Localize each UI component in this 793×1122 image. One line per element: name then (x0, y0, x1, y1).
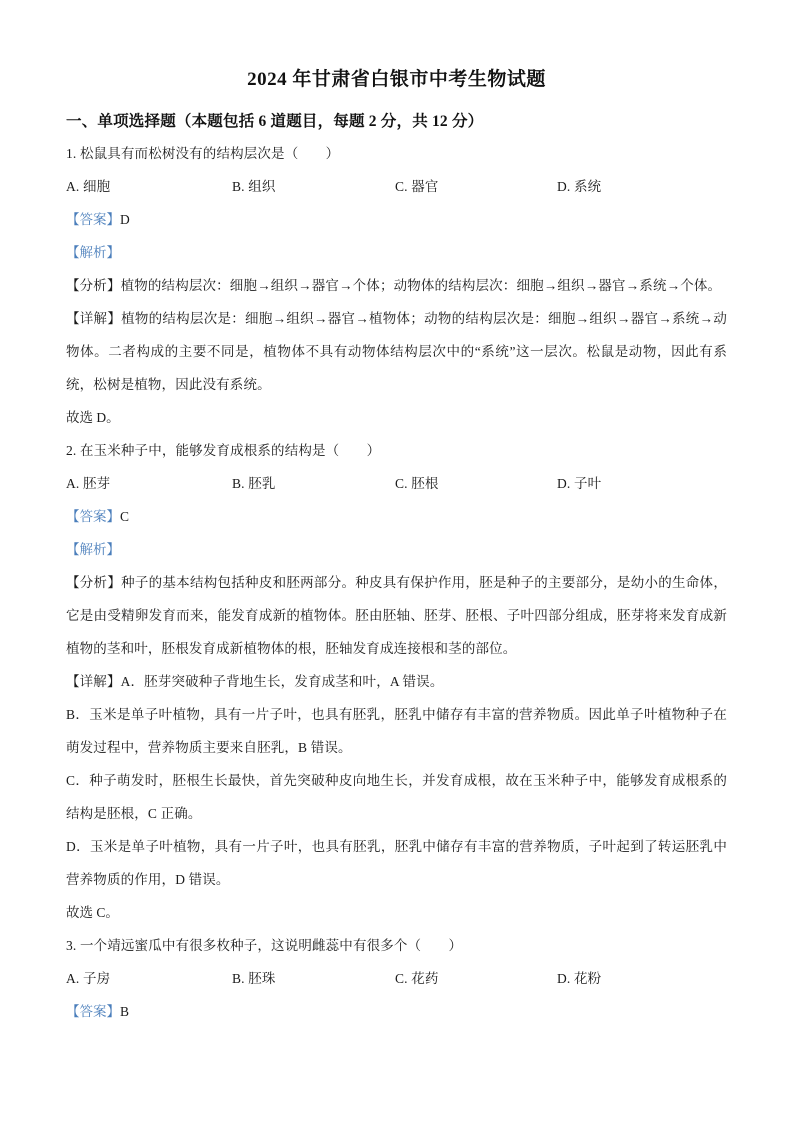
analysis-header (66, 533, 727, 566)
detail-paragraph (66, 302, 727, 401)
option-a[interactable]: A. 细胞 (66, 179, 111, 194)
detail-label: 【详解】 (66, 311, 122, 326)
answer-label: 【答案】 (66, 1004, 120, 1019)
question-stem: 1. 松鼠具有而松树没有的结构层次是（ ） (66, 146, 340, 161)
section-heading: 一、单项选择题（本题包括 6 道题目，每题 2 分，共 12 分） (66, 113, 484, 130)
option-c[interactable]: C. 胚根 (395, 476, 439, 491)
question-options (66, 467, 727, 500)
detail-option-paragraph: D．玉米是单子叶植物，具有一片子叶，也具有胚乳，胚乳中储存有丰富的营养物质，子叶起到了转运胚乳中营养物质的作用，D 错误。 (66, 839, 727, 887)
option-c[interactable]: C. 花药 (395, 971, 439, 986)
detail-paragraph (66, 665, 727, 698)
analysis-header-label: 【解析】 (66, 542, 120, 557)
option-d[interactable]: D. 系统 (557, 179, 602, 194)
option-d[interactable]: D. 花粉 (557, 971, 602, 986)
detail-text: A．胚芽突破种子背地生长，发育成茎和叶，A 错误。 (120, 674, 444, 689)
answer-line (66, 500, 727, 533)
question-block-2 (66, 434, 727, 929)
question-stem: 3. 一个靖远蜜瓜中有很多枚种子，这说明雌蕊中有很多个（ ） (66, 938, 463, 953)
answer-value: D (120, 212, 130, 227)
analysis-header-label: 【解析】 (66, 245, 120, 260)
option-d[interactable]: D. 子叶 (557, 476, 602, 491)
question-options (66, 962, 727, 995)
analysis-text: 种子的基本结构包括种皮和胚两部分。种皮具有保护作用，胚是种子的主要部分，是幼小的生命体，它是由受精卵发育而来，能发育成新的植物体。胚由胚轴、胚芽、胚根、子叶四部分组成，胚芽将来发育成新植物的茎和叶，胚根发育成新植物体的根，胚轴发育成连接根和茎的部位。 (66, 575, 727, 656)
analysis-paragraph (66, 269, 727, 302)
conclusion-line: 故选 C。 (66, 905, 119, 920)
question-block-1 (66, 137, 727, 434)
conclusion-line: 故选 D。 (66, 410, 120, 425)
option-b[interactable]: B. 胚珠 (232, 971, 276, 986)
question-stem: 2. 在玉米种子中，能够发育成根系的结构是（ ） (66, 443, 381, 458)
option-a[interactable]: A. 胚芽 (66, 476, 111, 491)
answer-value: B (120, 1004, 130, 1019)
answer-label: 【答案】 (66, 212, 120, 227)
analysis-paragraph (66, 566, 727, 665)
detail-label: 【详解】 (66, 674, 121, 689)
question-options (66, 170, 727, 203)
analysis-label: 【分析】 (66, 278, 121, 293)
option-c[interactable]: C. 器官 (395, 179, 439, 194)
option-b[interactable]: B. 组织 (232, 179, 276, 194)
option-b[interactable]: B. 胚乳 (232, 476, 276, 491)
analysis-header (66, 236, 727, 269)
answer-value: C (120, 509, 130, 524)
detail-option-paragraph: B．玉米是单子叶植物，具有一片子叶，也具有胚乳，胚乳中储存有丰富的营养物质。因此单子叶植物种子在萌发过程中，营养物质主要来自胚乳，B 错误。 (66, 707, 727, 755)
analysis-text: 植物的结构层次：细胞→组织→器官→个体；动物体的结构层次：细胞→组织→器官→系统→个体。 (120, 278, 722, 293)
answer-line (66, 203, 727, 236)
question-block-3 (66, 929, 727, 1028)
detail-option-paragraph: C．种子萌发时，胚根生长最快，首先突破种皮向地生长，并发育成根，故在玉米种子中，能够发育成根系的结构是胚根，C 正确。 (66, 773, 727, 821)
page-title: 2024 年甘肃省白银市中考生物试题 (247, 69, 546, 90)
answer-label: 【答案】 (66, 509, 120, 524)
option-a[interactable]: A. 子房 (66, 971, 111, 986)
answer-line (66, 995, 727, 1028)
analysis-label: 【分析】 (66, 575, 122, 590)
detail-text: 植物的结构层次是：细胞→组织→器官→植物体；动物的结构层次是：细胞→组织→器官→系统→动物体。二者构成的主要不同是，植物体不具有动物体结构层次中的“系统”这一层次。松鼠是动物，因此有系统，松树是植物，因此没有系统。 (66, 311, 727, 392)
